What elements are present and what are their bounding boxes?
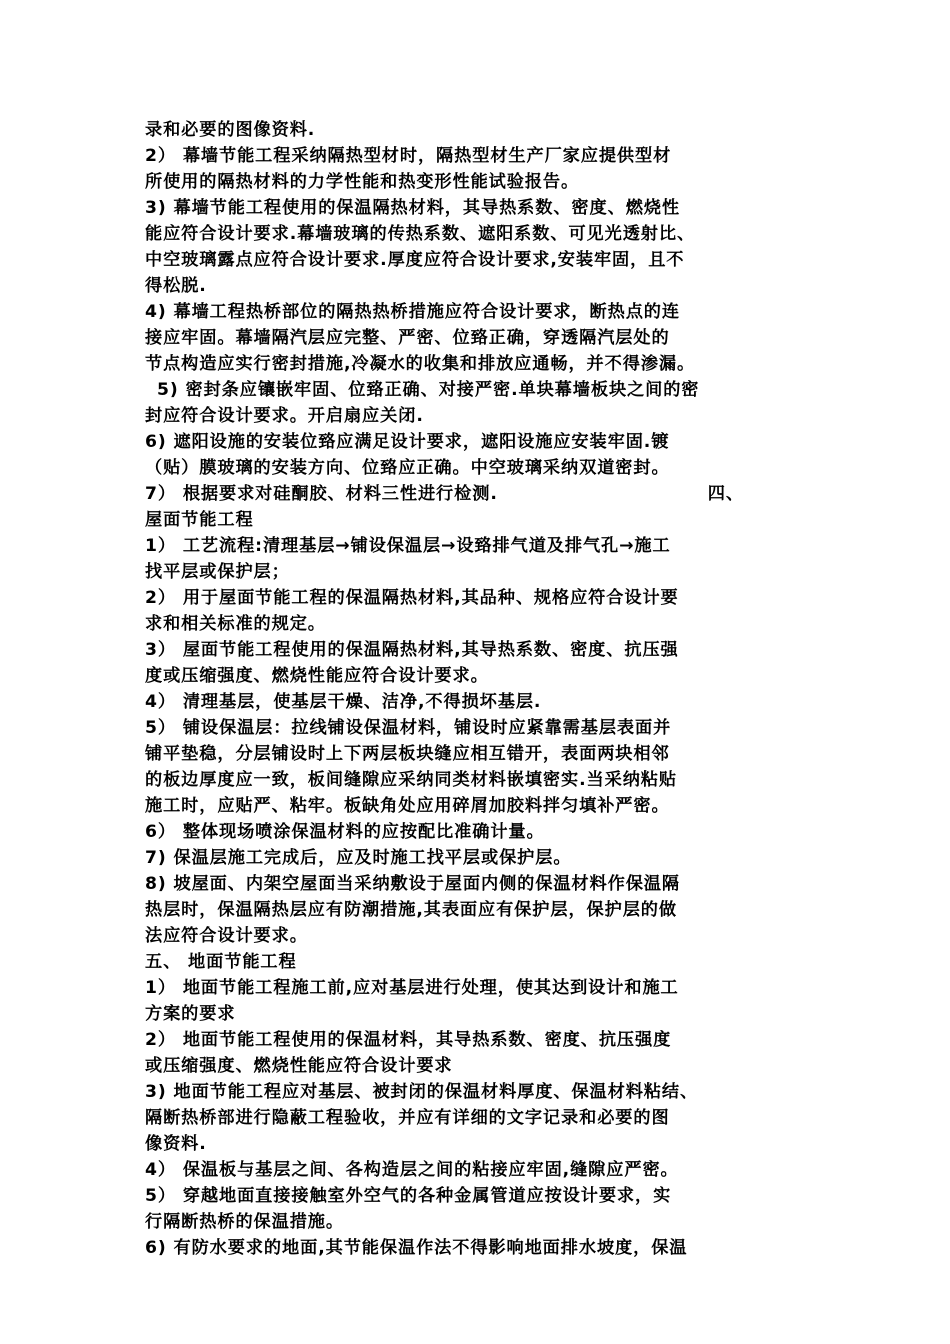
text-line: 的板边厚度应一致，板间缝隙应采纳同类材料嵌填密实.当采纳粘贴 (145, 770, 677, 790)
text-line: 7） 根据要求对硅酮胶、材料三性进行检测. (145, 484, 498, 504)
text-line: 6) 遮阳设施的安装位臵应满足设计要求，遮阳设施应安装牢固.镀 (145, 432, 670, 452)
text-line: 2） 用于屋面节能工程的保温隔热材料,其品种、规格应符合设计要 (145, 588, 679, 608)
text-line: 像资料. (145, 1134, 207, 1154)
text-line: 找平层或保护层； (145, 562, 290, 582)
text-line: 2） 地面节能工程使用的保温材料，其导热系数、密度、抗压强度 (145, 1030, 672, 1050)
text-line: 1） 工艺流程:清理基层→铺设保温层→设臵排气道及排气孔→施工 (145, 536, 671, 556)
text-line: 能应符合设计要求.幕墙玻璃的传热系数、遮阳系数、可见光透射比、 (145, 224, 696, 244)
text-line: 或压缩强度、燃烧性能应符合设计要求 (145, 1056, 453, 1076)
text-line: 4) 幕墙工程热桥部位的隔热热桥措施应符合设计要求，断热点的连 (145, 302, 680, 322)
section-four-marker: 四、 (707, 484, 744, 504)
text-line: 7) 保温层施工完成后，应及时施工找平层或保护层。 (145, 848, 572, 868)
text-line: 5) 密封条应镶嵌牢固、位臵正确、对接严密.单块幕墙板块之间的密 (157, 380, 700, 400)
text-line: 3) 地面节能工程应对基层、被封闭的保温材料厚度、保温材料粘结、 (145, 1082, 699, 1102)
text-line: 录和必要的图像资料. (145, 120, 316, 140)
text-line: 法应符合设计要求。 (145, 926, 308, 946)
text-line: 6) 有防水要求的地面,其节能保温作法不得影响地面排水坡度，保温 (145, 1238, 688, 1258)
text-line: 5） 穿越地面直接接触室外空气的各种金属管道应按设计要求，实 (145, 1186, 672, 1206)
text-line: 施工时，应贴严、粘牢。板缺角处应用碎屑加胶料拌匀填补严密。 (145, 796, 670, 816)
text-line: 3） 屋面节能工程使用的保温隔热材料,其导热系数、密度、抗压强 (145, 640, 679, 660)
text-line: 4） 清理基层，使基层干燥、洁净,不得损坏基层. (145, 692, 542, 712)
text-line-with-marker (145, 481, 810, 507)
text-line: 所使用的隔热材料的力学性能和热变形性能试验报告。 (145, 172, 580, 192)
text-line: 行隔断热桥的保温措施。 (145, 1212, 344, 1232)
text-line: 封应符合设计要求。开启扇应关闭. (145, 406, 424, 426)
text-line: 热层时，保温隔热层应有防潮措施,其表面应有保护层，保护层的做 (145, 900, 677, 920)
text-line: 得松脱. (145, 276, 207, 296)
text-line: 方案的要求 (145, 1004, 236, 1024)
text-line: 隔断热桥部进行隐蔽工程验收，并应有详细的文字记录和必要的图 (145, 1108, 670, 1128)
text-line: 1） 地面节能工程施工前,应对基层进行处理，使其达到设计和施工 (145, 978, 679, 998)
text-line: 求和相关标准的规定。 (145, 614, 326, 634)
text-line: 5） 铺设保温层：拉线铺设保温材料，铺设时应紧靠需基层表面并 (145, 718, 672, 738)
text-line: 6） 整体现场喷涂保温材料的应按配比准确计量。 (145, 822, 545, 842)
text-line: 度或压缩强度、燃烧性能应符合设计要求。 (145, 666, 489, 686)
text-line: 中空玻璃露点应符合设计要求.厚度应符合设计要求,安装牢固，且不 (145, 250, 685, 270)
text-line: 3) 幕墙节能工程使用的保温隔热材料，其导热系数、密度、燃烧性 (145, 198, 680, 218)
text-line: 4） 保温板与基层之间、各构造层之间的粘接应牢固,缝隙应严密。 (145, 1160, 679, 1180)
text-line: 8) 坡屋面、内架空屋面当采纳敷设于屋面内侧的保温材料作保温隔 (145, 874, 680, 894)
text-line: 铺平垫稳，分层铺设时上下两层板块缝应相互错开，表面两块相邻 (145, 744, 670, 764)
text-line: 2） 幕墙节能工程采纳隔热型材时，隔热型材生产厂家应提供型材 (145, 146, 672, 166)
text-line: 接应牢固。幕墙隔汽层应完整、严密、位臵正确，穿透隔汽层处的 (145, 328, 670, 348)
section-heading-floor: 五、 地面节能工程 (145, 952, 297, 972)
section-heading-roof: 屋面节能工程 (145, 510, 254, 530)
text-line: 节点构造应实行密封措施,冷凝水的收集和排放应通畅，并不得渗漏。 (145, 354, 696, 374)
document-page (145, 117, 810, 1261)
text-line: （贴）膜玻璃的安装方向、位臵应正确。中空玻璃采纳双道密封。 (145, 458, 670, 478)
